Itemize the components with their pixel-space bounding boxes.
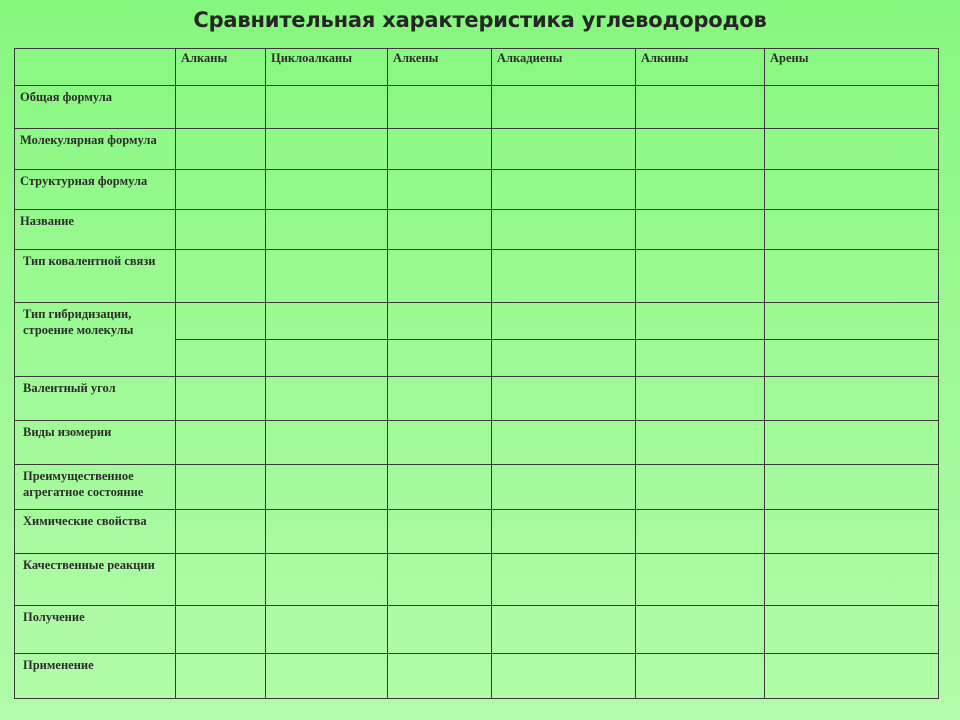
table-cell xyxy=(492,510,636,554)
table-cell xyxy=(492,86,636,129)
table-cell xyxy=(388,510,492,554)
table-cell xyxy=(765,170,939,210)
table-cell xyxy=(636,170,765,210)
table-row xyxy=(15,303,939,340)
table-cell xyxy=(388,554,492,606)
table-cell xyxy=(176,654,266,699)
table-cell xyxy=(266,250,388,303)
row-header-valence-angle: Валентный угол xyxy=(15,377,176,421)
table-cell xyxy=(176,606,266,654)
table-cell xyxy=(765,303,939,340)
column-header-cycloalkanes: Циклоалканы xyxy=(266,49,388,86)
table-cell xyxy=(266,654,388,699)
table-cell xyxy=(492,340,636,377)
table-row xyxy=(15,210,939,250)
table-cell xyxy=(266,421,388,465)
table-row xyxy=(15,170,939,210)
table-cell xyxy=(636,303,765,340)
table-cell xyxy=(492,421,636,465)
table-cell xyxy=(636,86,765,129)
corner-cell xyxy=(15,49,176,86)
column-header-alkanes: Алканы xyxy=(176,49,266,86)
row-header-isomerism: Виды изомерии xyxy=(15,421,176,465)
table-cell xyxy=(388,303,492,340)
column-header-alkynes: Алкины xyxy=(636,49,765,86)
table-cell xyxy=(765,129,939,170)
table-cell xyxy=(492,654,636,699)
row-header-chemical-properties: Химические свойства xyxy=(15,510,176,554)
row-header-name: Название xyxy=(15,210,176,250)
table-cell xyxy=(266,606,388,654)
header-row xyxy=(15,49,939,86)
table-cell xyxy=(765,210,939,250)
row-header-bond-type: Тип ковалентной связи xyxy=(15,250,176,303)
table-row xyxy=(15,377,939,421)
table-cell xyxy=(492,465,636,510)
table-cell xyxy=(266,465,388,510)
table-cell xyxy=(765,465,939,510)
table-cell xyxy=(765,86,939,129)
row-header-aggregate-state: Преимущественное агрегатное состояние xyxy=(15,465,176,510)
table-cell xyxy=(636,210,765,250)
table-cell xyxy=(388,210,492,250)
comparison-table xyxy=(14,48,939,699)
row-header-application: Применение xyxy=(15,654,176,699)
table-cell xyxy=(492,303,636,340)
table-cell xyxy=(636,654,765,699)
table-cell xyxy=(266,210,388,250)
table-cell xyxy=(765,340,939,377)
table-cell xyxy=(492,554,636,606)
row-header-qualitative-reactions: Качественные реакции xyxy=(15,554,176,606)
table-cell xyxy=(176,170,266,210)
table-cell xyxy=(176,129,266,170)
table-cell xyxy=(176,377,266,421)
table-cell xyxy=(388,654,492,699)
table-cell xyxy=(388,250,492,303)
table-cell xyxy=(176,465,266,510)
table-cell xyxy=(266,377,388,421)
table-cell xyxy=(388,421,492,465)
table-cell xyxy=(636,377,765,421)
table-cell xyxy=(765,250,939,303)
table-cell xyxy=(636,510,765,554)
table-row xyxy=(15,465,939,510)
table-cell xyxy=(176,510,266,554)
table-cell xyxy=(176,86,266,129)
row-header-structural-formula: Структурная формула xyxy=(15,170,176,210)
table-cell xyxy=(492,129,636,170)
table-cell xyxy=(492,210,636,250)
table-row xyxy=(15,421,939,465)
table-row xyxy=(15,510,939,554)
table-cell xyxy=(636,606,765,654)
row-header-production: Получение xyxy=(15,606,176,654)
table-cell xyxy=(388,86,492,129)
table-cell xyxy=(176,303,266,340)
table-cell xyxy=(176,250,266,303)
table-cell xyxy=(492,377,636,421)
table-cell xyxy=(636,465,765,510)
table-cell xyxy=(492,250,636,303)
table-cell xyxy=(636,340,765,377)
table-cell xyxy=(176,210,266,250)
row-header-molecular-formula: Молекулярная формула xyxy=(15,129,176,170)
row-header-general-formula: Общая формула xyxy=(15,86,176,129)
table-cell xyxy=(636,554,765,606)
table-cell xyxy=(636,129,765,170)
table-cell xyxy=(636,250,765,303)
table-cell xyxy=(388,465,492,510)
row-header-hybridization: Тип гибридизации, строение молекулы xyxy=(15,303,176,377)
table-cell xyxy=(765,421,939,465)
table-cell xyxy=(765,377,939,421)
table-cell xyxy=(636,421,765,465)
column-header-alkadienes: Алкадиены xyxy=(492,49,636,86)
table-cell xyxy=(388,340,492,377)
table-cell xyxy=(765,510,939,554)
table-cell xyxy=(176,340,266,377)
table-cell xyxy=(765,606,939,654)
table-row xyxy=(15,86,939,129)
column-header-arenes: Арены xyxy=(765,49,939,86)
table-cell xyxy=(266,129,388,170)
table-cell xyxy=(266,510,388,554)
table-cell xyxy=(176,554,266,606)
table-cell xyxy=(266,303,388,340)
table-row xyxy=(15,129,939,170)
table-cell xyxy=(765,654,939,699)
table-cell xyxy=(492,170,636,210)
table-cell xyxy=(266,170,388,210)
table-row xyxy=(15,606,939,654)
table-cell xyxy=(176,421,266,465)
table-row xyxy=(15,654,939,699)
table-row xyxy=(15,554,939,606)
table-cell xyxy=(388,129,492,170)
table-cell xyxy=(266,554,388,606)
table-cell xyxy=(266,86,388,129)
table-cell xyxy=(388,170,492,210)
table-cell xyxy=(388,377,492,421)
page-title: Сравнительная характеристика углеводородов xyxy=(193,8,767,32)
table-cell xyxy=(765,554,939,606)
table-row xyxy=(15,250,939,303)
table-cell xyxy=(388,606,492,654)
column-header-alkenes: Алкены xyxy=(388,49,492,86)
table-cell xyxy=(492,606,636,654)
table-cell xyxy=(266,340,388,377)
